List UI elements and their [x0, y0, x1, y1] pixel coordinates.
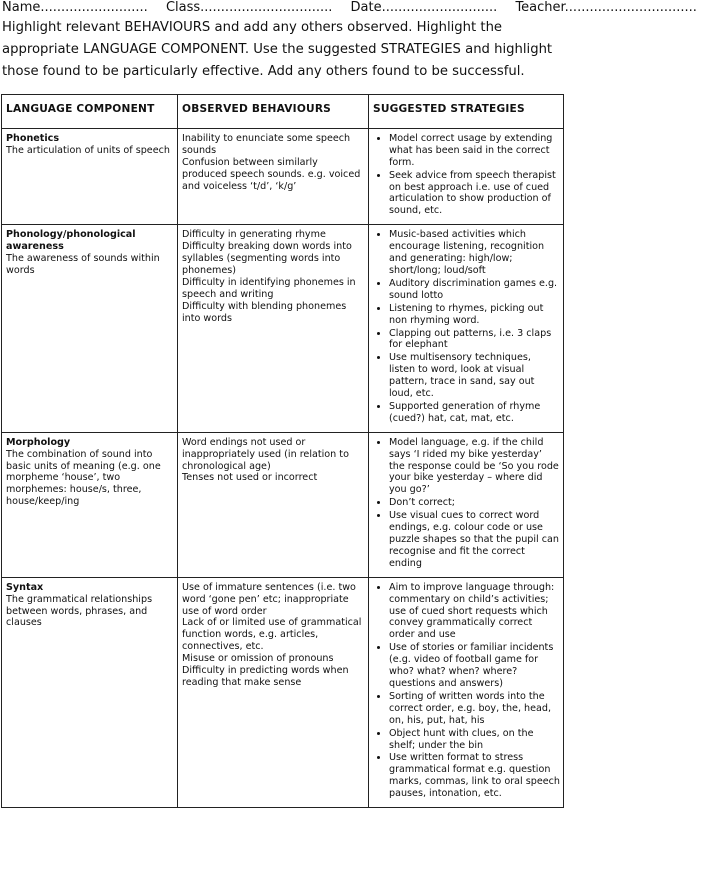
behaviour-item: Difficulty breaking down words into syllables (segmenting words into phonemes): [182, 241, 352, 276]
strategy-list: [373, 582, 560, 800]
table-row: [2, 577, 564, 807]
behaviours-cell: [178, 432, 369, 577]
strategy-item: • Music-based activities which encourage listening, recognition and generating: high/low; short/long; loud/soft: [389, 229, 560, 277]
behaviour-item: Use of immature sentences (i.e. two word ‘gone pen’ etc; inappropriate use of word order: [182, 581, 356, 617]
behaviour-item: Confusion between similarly produced speech sounds. e.g. voiced and voiceless ‘t/d’, ‘k/g’: [182, 156, 361, 192]
strategies-cell: [369, 225, 564, 433]
header-language-component: LANGUAGE COMPONENT: [2, 95, 178, 129]
strategy-item: • Auditory discrimination games e.g. sound lotto: [389, 278, 560, 302]
strategies-cell: [369, 432, 564, 577]
component-cell: [2, 577, 178, 807]
table-header-row: [2, 95, 564, 129]
component-title: Morphology: [6, 436, 71, 448]
language-table: [1, 94, 564, 808]
table-row: [2, 432, 564, 577]
table-row: [2, 225, 564, 433]
behaviour-item: Word endings not used or inappropriately used (in relation to chronological age): [182, 436, 349, 472]
strategy-item: • Use written format to stress grammatical format e.g. question marks, commas, link to oral speech pauses, intonation, etc.: [389, 752, 560, 800]
behaviour-item: Difficulty in identifying phonemes in speech and writing: [182, 276, 356, 300]
strategy-item: • Seek advice from speech therapist on best approach i.e. use of cued articulation to show production of sound, etc.: [389, 170, 560, 218]
behaviours-cell: [178, 577, 369, 807]
behaviour-item: Misuse or omission of pronouns: [182, 653, 334, 665]
header-fields: [2, 0, 697, 15]
behaviour-item: Lack of or limited use of grammatical function words, e.g. articles, connectives, etc.: [182, 617, 362, 653]
strategy-list: [373, 133, 560, 217]
component-cell: [2, 225, 178, 433]
strategy-item: • Listening to rhymes, picking out non rhyming word.: [389, 303, 560, 327]
component-title: Phonetics: [6, 132, 60, 144]
header-suggested-strategies: SUGGESTED STRATEGIES: [369, 95, 564, 129]
component-cell: [2, 432, 178, 577]
header-observed-behaviours: OBSERVED BEHAVIOURS: [178, 95, 369, 129]
instructions: Highlight relevant BEHAVIOURS and add any others observed. Highlight the appropriate LANGUAGE COMPONENT. Use the suggested STRATEGIES and highlight those found to be particularly effective. Add any others found to be successful.: [2, 20, 553, 79]
strategy-item: • Model correct usage by extending what has been said in the correct form.: [389, 133, 560, 169]
strategy-item: • Object hunt with clues, on the shelf; under the bin: [389, 728, 560, 752]
behaviour-item: Difficulty in predicting words when reading that make sense: [182, 665, 349, 688]
strategy-item: • Supported generation of rhyme (cued?) hat, cat, mat, etc.: [389, 401, 560, 425]
strategy-item: • Model language, e.g. if the child says ‘I rided my bike yesterday’ the response could be ‘So you rode your bike yesterday – where did you go?’: [389, 437, 560, 497]
strategies-cell: [369, 577, 564, 807]
behaviour-item: Difficulty in generating rhyme: [182, 229, 326, 241]
strategy-item: • Aim to improve language through: commentary on child’s activities; use of cued short requests which convey grammatically correct order and use: [389, 582, 560, 642]
behaviour-item: Inability to enunciate some speech sounds: [182, 132, 351, 156]
teacher-field: Teacher................................: [515, 0, 697, 15]
strategy-list: [373, 229, 560, 425]
component-description: The articulation of units of speech: [6, 144, 170, 156]
strategy-item: • Clapping out patterns, i.e. 3 claps for elephant: [389, 328, 560, 352]
date-field: Date............................: [350, 0, 498, 15]
behaviours-cell: [178, 225, 369, 433]
component-description: The combination of sound into basic units of meaning (e.g. one morpheme ‘house’, two morphemes: house/s, three, house/keep/ing: [6, 448, 161, 508]
name-field: Name..........................: [2, 0, 148, 15]
strategy-item: • Use visual cues to correct word endings, e.g. colour code or use puzzle shapes so that the pupil can recognise and fit the correct ending: [389, 510, 560, 570]
behaviours-cell: [178, 128, 369, 224]
strategy-item: • Don’t correct;: [389, 497, 560, 509]
behaviour-item: Difficulty with blending phonemes into words: [182, 300, 347, 324]
component-description: The awareness of sounds within words: [6, 253, 160, 276]
component-description: The grammatical relationships between words, phrases, and clauses: [6, 593, 153, 629]
strategy-item: • Use of stories or familiar incidents (e.g. video of football game for who? what? when? where? questions and answers): [389, 642, 560, 690]
strategy-list: [373, 437, 560, 570]
component-cell: [2, 128, 178, 224]
strategy-item: • Use multisensory techniques, listen to word, look at visual pattern, trace in sand, say out loud, etc.: [389, 352, 560, 400]
table-row: [2, 128, 564, 224]
component-title: Phonology/phonological awareness: [6, 229, 136, 253]
strategies-cell: [369, 128, 564, 224]
class-field: Class................................: [165, 0, 333, 15]
strategy-item: • Sorting of written words into the correct order, e.g. boy, the, head, on, his, put, hat, his: [389, 691, 560, 727]
behaviour-item: Tenses not used or incorrect: [182, 472, 318, 484]
component-title: Syntax: [6, 581, 44, 593]
